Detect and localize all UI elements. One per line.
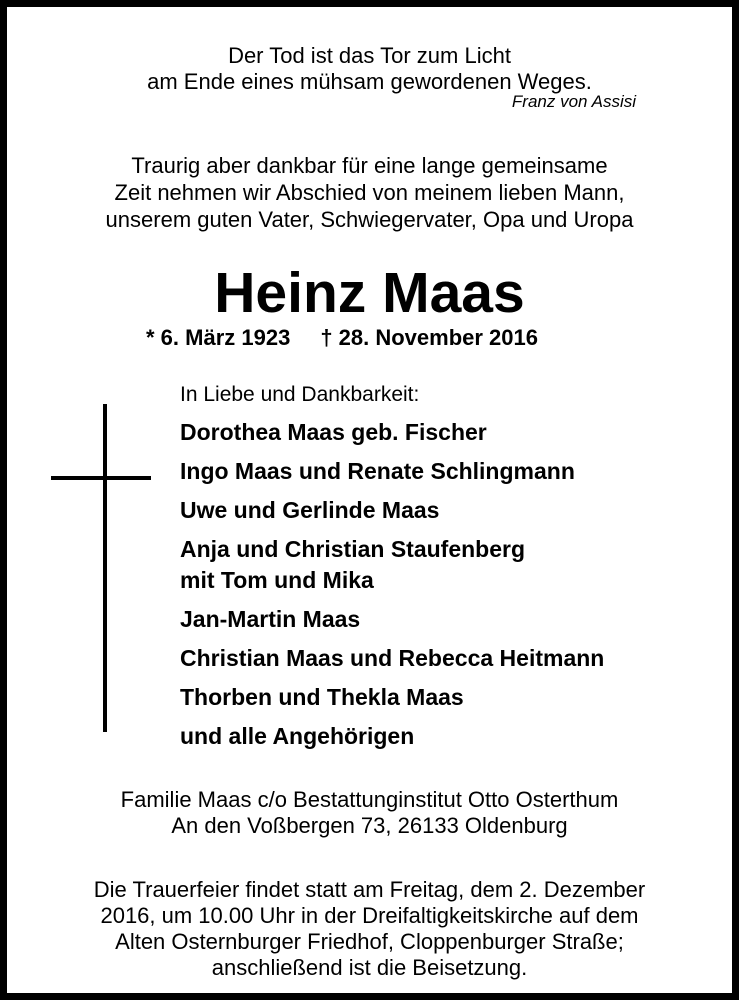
- mourner-line: Ingo Maas und Renate Schlingmann: [180, 458, 575, 484]
- cross-icon-vertical-bar: [103, 404, 107, 732]
- birth-date: * 6. März 1923: [146, 325, 291, 350]
- mourner-line: und alle Angehörigen: [180, 723, 415, 749]
- intro-line-2: Zeit nehmen wir Abschied von meinem lieben Mann,: [114, 180, 625, 205]
- death-date: † 28. November 2016: [320, 325, 539, 350]
- contact-line-2: An den Voßbergen 73, 26133 Oldenburg: [171, 813, 568, 838]
- life-dates: [146, 325, 538, 351]
- service-line-2: 2016, um 10.00 Uhr in der Dreifaltigkeitskirche auf dem: [100, 903, 639, 928]
- motto-line-1: Der Tod ist das Tor zum Licht: [228, 43, 511, 68]
- mourner-line: Anja und Christian Staufenberg: [180, 536, 526, 562]
- mourner-line: Jan-Martin Maas: [180, 606, 361, 632]
- deceased-name: Heinz Maas: [214, 261, 525, 325]
- contact-line-1: Familie Maas c/o Bestattunginstitut Otto Osterthum: [120, 787, 619, 812]
- mourners-intro: In Liebe und Dankbarkeit:: [180, 383, 420, 406]
- service-line-4: anschließend ist die Beisetzung.: [211, 955, 528, 980]
- mourner-line: Christian Maas und Rebecca Heitmann: [180, 645, 605, 671]
- service-line-3: Alten Osternburger Friedhof, Cloppenburger Straße;: [115, 929, 624, 954]
- service-line-1: Die Trauerfeier findet statt am Freitag, dem 2. Dezember: [93, 877, 646, 902]
- mourner-line: Thorben und Thekla Maas: [180, 684, 464, 710]
- cross-icon-horizontal-bar: [51, 476, 151, 480]
- motto-line-2: am Ende eines mühsam gewordenen Weges.: [147, 69, 592, 94]
- intro-line-3: unserem guten Vater, Schwiegervater, Opa und Uropa: [105, 207, 634, 232]
- motto-attribution: Franz von Assisi: [511, 92, 636, 111]
- mourner-line: Uwe und Gerlinde Maas: [180, 497, 440, 523]
- intro-line-1: Traurig aber dankbar für eine lange gemeinsame: [131, 153, 608, 178]
- mourner-line: mit Tom und Mika: [180, 567, 374, 593]
- mourner-line: Dorothea Maas geb. Fischer: [180, 419, 487, 445]
